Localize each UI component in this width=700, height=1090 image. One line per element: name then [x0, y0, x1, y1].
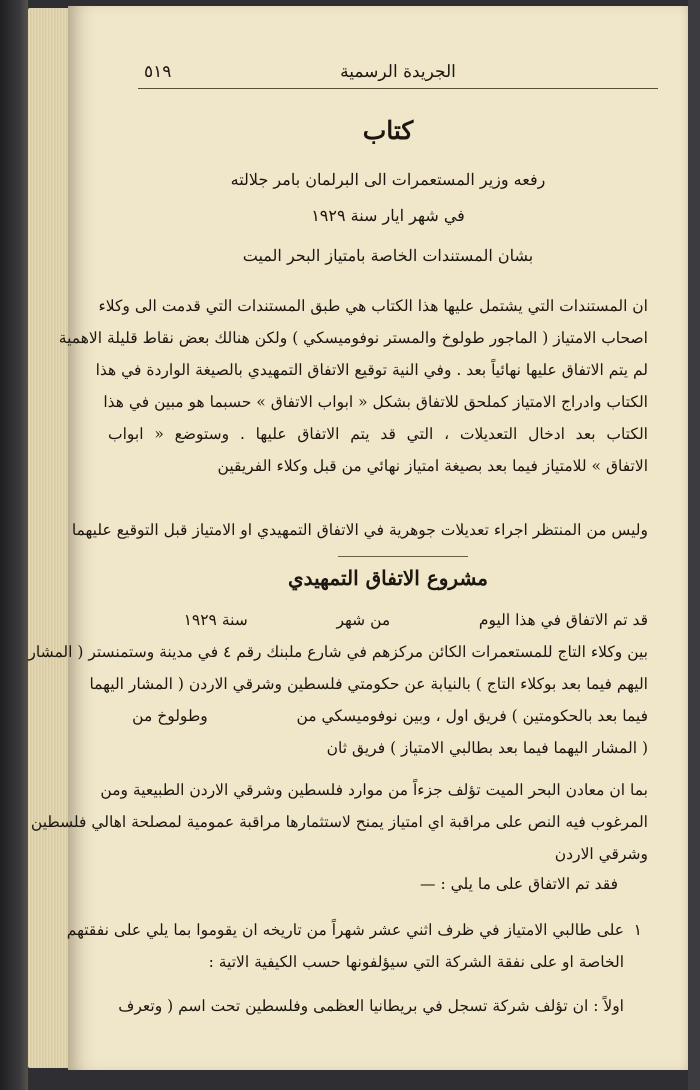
subtitle-line-3: بشان المستندات الخاصة بامتياز البحر الميت — [242, 246, 534, 265]
intro-line: ان المستندات التي يشتمل عليها هذا الكتاب هي طبق المستندات التي قدمت الى وكلاء — [98, 297, 648, 315]
note-line: وليس من المنتظر اجراء تعديلات جوهرية في الاتفاق التمهيدي او الامتياز قبل التوقيع عليهما — [71, 521, 648, 539]
item-1-paragraph — [66, 914, 624, 978]
agreement-paragraph — [28, 604, 648, 764]
page-number: ٥١٩ — [144, 62, 172, 82]
agreed-line: فقد تم الاتفاق على ما يلي : — — [420, 875, 618, 893]
agreement-line: فيما بعد بالحكومتين ) فريق اول ، وبين نوفوميسكي من وطولوخ من — [132, 707, 648, 725]
whereas-line: بما ان معادن البحر الميت تؤلف جزءاً من موارد فلسطين وشرقي الاردن الطبيعية ومن — [100, 781, 648, 799]
first-clause-paragraph — [108, 990, 624, 1022]
document-title: كتاب — [362, 116, 414, 145]
journal-name: الجريدة الرسمية — [340, 62, 456, 82]
whereas-paragraph — [30, 774, 648, 870]
agreement-line: اليهم فيما بعد بوكلاء التاج ) بالنيابة عن حكومتي فلسطين وشرقي الاردن ( المشار اليهما — [89, 675, 648, 693]
agreement-line: ( المشار اليهما فيما بعد بطالبي الامتياز ) فريق ثان — [326, 739, 648, 757]
whereas-line: المرغوب فيه النص على مراقبة اي امتياز يمنح لاستثمارها مراقبة عمومية لمصلحة اهالي فلسطين — [30, 813, 648, 831]
document-page — [28, 6, 688, 1070]
page-stack — [28, 8, 72, 1068]
subtitle-line-1: رفعه وزير المستعمرات الى البرلمان بامر جلالته — [230, 170, 546, 189]
whereas-line: وشرقي الاردن — [554, 845, 648, 863]
first-clause-line: اولاً : ان تؤلف شركة تسجل في بريطانيا العظمى وفلسطين تحت اسم ( وتعرف — [118, 997, 624, 1015]
scan-margin — [688, 0, 700, 1090]
agreed-paragraph — [108, 868, 618, 900]
item-line: على طالبي الامتياز في ظرف اثني عشر شهراً من تاريخه ان يقوموا بما يلي على نفقتهم — [66, 921, 624, 939]
draft-title: مشروع الاتفاق التمهيدي — [287, 566, 489, 590]
subtitle-line-2: في شهر ايار سنة ١٩٢٩ — [311, 206, 465, 225]
intro-line: الكتاب بعد ادخال التعديلات ، التي قد يتم الاتفاق عليها . وستوضع « ابواب — [108, 425, 648, 443]
intro-line: لم يتم الاتفاق عليها نهائياً بعد . وفي النية توقيع الاتفاق التمهيدي بالصيغة الواردة في هذا — [95, 361, 648, 379]
page-header — [138, 58, 658, 89]
intro-paragraph — [58, 290, 648, 482]
intro-line: اصحاب الامتياز ( الماجور طولوخ والمستر نوفوميسكي ) ولكن هنالك بعض نقاط قليلة الاهمية — [58, 329, 648, 347]
intro-line: الكتاب وادراج الامتياز كملحق للاتفاق بشكل « ابواب الاتفاق » حسبما هو مبين في هذا — [103, 393, 648, 411]
intro-line: الاتفاق » للامتياز فيما بعد بصيغة امتياز نهائي من قبل وكلاء الفريقين — [217, 457, 648, 475]
agreement-line: بين وكلاء التاج للمستعمرات الكائن مركزهم في شارع ملبنك رقم ٤ في مدينة وستمنستر ( المشار — [28, 643, 648, 661]
item-line: الخاصة او على نفقة الشركة التي سيؤلفونها حسب الكيفية الاتية : — [208, 953, 624, 971]
item-number: ١ — [633, 921, 642, 939]
agreement-line: قد تم الاتفاق في هذا اليوم من شهر سنة ١٩٢٩ — [183, 611, 648, 629]
section-divider — [338, 556, 468, 557]
book-spine-edge — [0, 0, 28, 1090]
note-paragraph — [71, 514, 648, 546]
